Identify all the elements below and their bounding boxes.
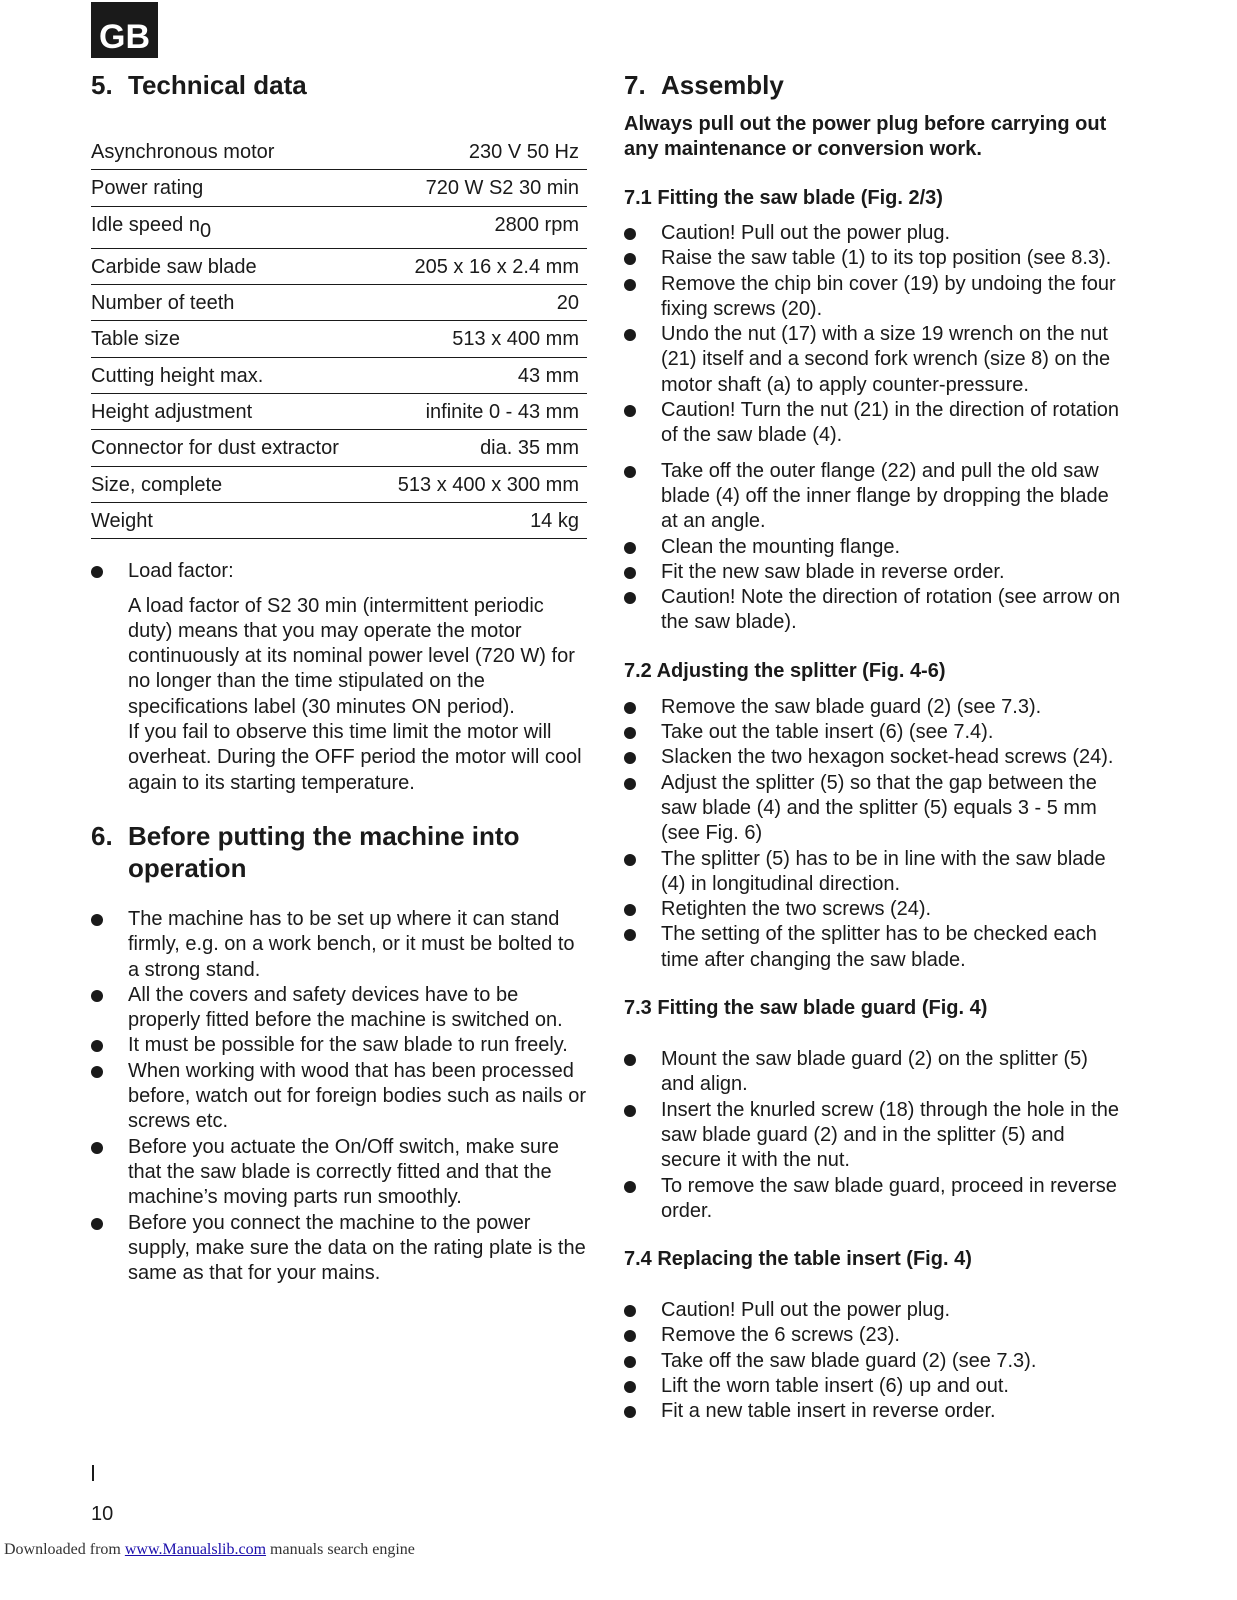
manualslib-link[interactable]: www.Manualslib.com [124,1541,267,1558]
bullet-icon [624,1054,636,1066]
margin-marker [92,1465,94,1481]
spec-label: Power rating [91,170,372,206]
table-row [91,466,587,502]
spec-label: Number of teeth [91,285,372,321]
spec-value: 230 V 50 Hz [372,136,587,170]
spec-label: Height adjustment [91,394,372,430]
table-row [91,430,587,466]
list-item: Remove the chip bin cover (19) by undoing the four fixing screws (20). [624,272,1124,323]
list-item: Before you actuate the On/Off switch, make sure that the saw blade is correctly fitted and that the machine’s moving parts run smoothly. [91,1135,587,1211]
list-item: All the covers and safety devices have to be properly fitted before the machine is switched on. [91,983,587,1034]
list-item: Undo the nut (17) with a size 19 wrench on the nut (21) itself and a second fork wrench (size 8) on the motor shaft (a) to apply counter-pressure. [624,322,1124,398]
section-number: 6. [91,820,113,851]
section-number: 7. [624,70,646,100]
bullet-icon [624,929,636,941]
table-row [91,357,587,393]
list-item: The setting of the splitter has to be checked each time after changing the saw blade. [624,922,1124,973]
spec-label: Size, complete [91,466,372,502]
bullet-icon [624,592,636,604]
list-item: Before you connect the machine to the power supply, make sure the data on the rating plate is the same as that for your mains. [91,1211,587,1287]
table-row [91,136,587,170]
subsection-7-2-title: 7.2 Adjusting the splitter (Fig. 4-6) [624,659,946,682]
list-item: Take out the table insert (6) (see 7.4). [624,720,1124,745]
page-number: 10 [91,1503,114,1525]
bullet-icon [91,566,103,578]
right-column [624,70,1124,1425]
list-item: Insert the knurled screw (18) through the hole in the saw blade guard (2) and in the splitter (5) and secure it with the nut. [624,1098,1124,1174]
section-6-heading [91,820,587,884]
section-number: 5. [91,70,113,100]
bullet-icon [624,405,636,417]
spec-label: Connector for dust extractor [91,430,372,466]
technical-data-table [91,136,587,539]
load-factor-text: A load factor of S2 30 min (intermittent periodic duty) means that you may operate the motor continuously at its nominal power level (720 W) for no longer than the time stipulated on the specifications label (30 minutes ON period). [128,594,575,718]
list-item: Adjust the splitter (5) so that the gap between the saw blade (4) and the splitter (5) equals 3 - 5 mm (see Fig. 6) [624,771,1124,847]
spec-label: Idle speed $n_0$ [91,206,372,248]
list-item: Remove the saw blade guard (2) (see 7.3). [624,695,1124,720]
list-item: It must be possible for the saw blade to run freely. [91,1033,587,1058]
load-factor-list [91,559,587,584]
section-5-heading [91,70,587,101]
language-badge: GB [91,2,158,58]
table-row [91,502,587,538]
subsection-7-3-title: 7.3 Fitting the saw blade guard (Fig. 4) [624,997,988,1020]
list-item: When working with wood that has been processed before, watch out for foreign bodies such as nails or screws etc. [91,1059,587,1135]
bullet-icon [624,466,636,478]
bullet-icon [624,778,636,790]
bullet-icon [624,279,636,291]
bullet-icon [624,702,636,714]
bullet-icon [624,253,636,265]
subsection-7-4-title: 7.4 Replacing the table insert (Fig. 4) [624,1248,972,1271]
spec-label: Cutting height max. [91,357,372,393]
list-item: The splitter (5) has to be in line with the saw blade (4) in longitudinal direction. [624,847,1124,898]
table-row [91,170,587,206]
bullet-icon [624,904,636,916]
list-item: Caution! Pull out the power plug. [624,221,1124,246]
list-item: Remove the 6 screws (23). [624,1323,1124,1348]
subsection-7-4-list [624,1298,1124,1424]
load-factor-text-2: If you fail to observe this time limit the motor will overheat. During the OFF period the motor will cool again to its starting temperature. [128,721,582,794]
section-title: Assembly [661,70,784,100]
list-item: Lift the worn table insert (6) up and out. [624,1374,1124,1399]
bullet-icon [624,542,636,554]
bullet-icon [91,1218,103,1230]
spec-value: 20 [372,285,587,321]
bullet-icon [624,727,636,739]
spec-label: Carbide saw blade [91,248,372,284]
spec-value: 43 mm [372,357,587,393]
section-7-heading [624,70,1124,101]
bullet-icon [624,329,636,341]
section-6-list [91,907,587,1286]
bullet-icon [91,990,103,1002]
spec-label: Asynchronous motor [91,136,372,170]
bullet-icon [624,1381,636,1393]
spec-value: 2800 rpm [372,206,587,248]
spec-value: 205 x 16 x 2.4 mm [372,248,587,284]
table-row [91,285,587,321]
spec-value: dia. 35 mm [372,430,587,466]
list-item: Fit a new table insert in reverse order. [624,1399,1124,1424]
bullet-icon [91,1066,103,1078]
bullet-icon [624,1105,636,1117]
list-item: Caution! Note the direction of rotation (see arrow on the saw blade). [624,585,1124,636]
spec-value: 14 kg [372,502,587,538]
spec-value: 720 W S2 30 min [372,170,587,206]
spec-label: Table size [91,321,372,357]
subsection-7-3-list [624,1047,1124,1224]
bullet-icon [624,752,636,764]
section-title: Technical data [128,70,307,100]
subsection-7-1-list-b [624,459,1124,636]
bullet-icon [624,1356,636,1368]
bullet-icon [624,567,636,579]
subsection-7-2-list [624,695,1124,973]
list-item: Caution! Turn the nut (21) in the direction of rotation of the saw blade (4). [624,398,1124,449]
list-item: Mount the saw blade guard (2) on the splitter (5) and align. [624,1047,1124,1098]
spec-value: infinite 0 - 43 mm [372,394,587,430]
list-item: Fit the new saw blade in reverse order. [624,560,1124,585]
table-row [91,248,587,284]
list-item: Clean the mounting flange. [624,535,1124,560]
list-item: Load factor: [91,559,587,584]
list-item: Slacken the two hexagon socket-head screws (24). [624,745,1124,770]
bullet-icon [624,1181,636,1193]
list-item: Retighten the two screws (24). [624,897,1124,922]
bullet-icon [91,1040,103,1052]
bullet-icon [624,854,636,866]
spec-label: Weight [91,502,372,538]
list-item: Take off the saw blade guard (2) (see 7.3). [624,1349,1124,1374]
bullet-icon [91,1142,103,1154]
spec-value: 513 x 400 x 300 mm [372,466,587,502]
list-item: The machine has to be set up where it can stand firmly, e.g. on a work bench, or it must be bolted to a strong stand. [91,907,587,983]
bullet-icon [624,1406,636,1418]
subsection-7-1-title: 7.1 Fitting the saw blade (Fig. 2/3) [624,187,943,209]
table-row [91,206,587,248]
spec-value: 513 x 400 mm [372,321,587,357]
bullet-icon [624,228,636,240]
bullet-icon [624,1305,636,1317]
safety-warning: Always pull out the power plug before carrying out any maintenance or conversion work. [624,113,1107,160]
table-row [91,321,587,357]
list-item: Caution! Pull out the power plug. [624,1298,1124,1323]
bullet-icon [91,914,103,926]
table-row [91,394,587,430]
list-item: Take off the outer flange (22) and pull the old saw blade (4) off the inner flange by dropping the blade at an angle. [624,459,1124,535]
list-item: To remove the saw blade guard, proceed in reverse order. [624,1174,1124,1225]
list-item: Raise the saw table (1) to its top position (see 8.3). [624,246,1124,271]
bullet-icon [624,1330,636,1342]
section-title: Before putting the machine into operation [128,820,520,883]
download-footer: Downloaded from www.Manualslib.com manuals search engine [4,1541,415,1558]
left-column [91,70,587,1286]
subsection-7-1-list-a [624,221,1124,449]
